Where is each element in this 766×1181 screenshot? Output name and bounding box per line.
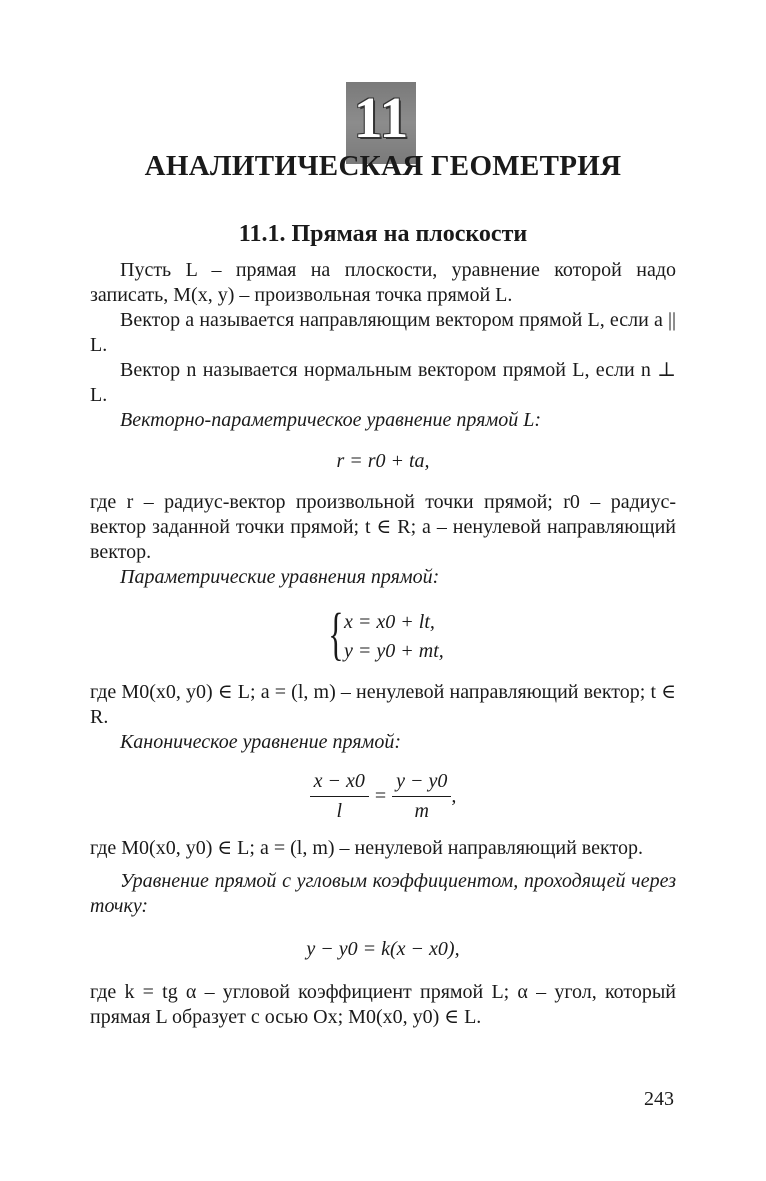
paragraph-canonical-explanation: где M0(x0, y0) ∈ L; a = (l, m) – ненулевой направляющий вектор. [90,837,643,859]
chapter-number: 11 [353,85,409,150]
equals-sign: = [374,785,387,807]
formula-comma: , [451,785,457,807]
page-number: 243 [644,1088,674,1110]
paragraph-vector-parametric-heading: Векторно-параметрическое уравнение прямой L: [120,409,542,431]
formula-canonical [90,769,676,824]
fraction-left-denominator: l [336,800,343,822]
formula-slope-point: y − y0 = k(x − x0), [306,938,460,960]
section-title: 11.1. Прямая на плоскости [238,221,528,247]
paragraph-definition-line: Пусть L – прямая на плоскости, уравнение которой надо записать, M(x, y) – произвольная точка прямой L. [90,259,676,306]
formula-parametric-system [90,601,676,666]
paragraph-parametric-heading: Параметрические уравнения прямой: [120,566,440,588]
fraction-right-denominator: m [414,800,429,822]
fraction-left [310,769,369,824]
formula-parametric-x: x = x0 + lt, [344,611,435,633]
formula-parametric-y: y = y0 + mt, [344,640,444,662]
formula-vector-parametric: r = r0 + ta, [336,450,430,472]
paragraph-direction-vector: Вектор a называется направляющим вектором прямой L, если a || L. [90,309,676,356]
fraction-left-numerator: x − x0 [310,769,369,797]
paragraph-slope-heading: Уравнение прямой с угловым коэффициентом, проходящей через точку: [90,870,676,917]
fraction-right-numerator: y − y0 [392,769,451,797]
paragraph-slope-explanation: где k = tg α – угловой коэффициент прямой L; α – угол, который прямая L образует с осью Ox; M0(x0, y0) ∈ L. [90,981,676,1028]
paragraph-vector-parametric-explanation: где r – радиус-вектор произвольной точки прямой; r0 – радиус-вектор заданной точки прямой; t ∈ R; a – ненулевой направляющий вектор. [90,491,676,563]
page-content [90,258,676,1030]
fraction-right [392,769,451,824]
paragraph-normal-vector: Вектор n называется нормальным вектором прямой L, если n ⊥ L. [90,359,676,406]
brace-symbol: { [328,601,344,666]
paragraph-parametric-explanation: где M0(x0, y0) ∈ L; a = (l, m) – ненулевой направляющий вектор; t ∈ R. [90,681,676,728]
chapter-title: АНАЛИТИЧЕСКАЯ ГЕОМЕТРИЯ [144,150,622,182]
paragraph-canonical-heading: Каноническое уравнение прямой: [120,731,401,753]
